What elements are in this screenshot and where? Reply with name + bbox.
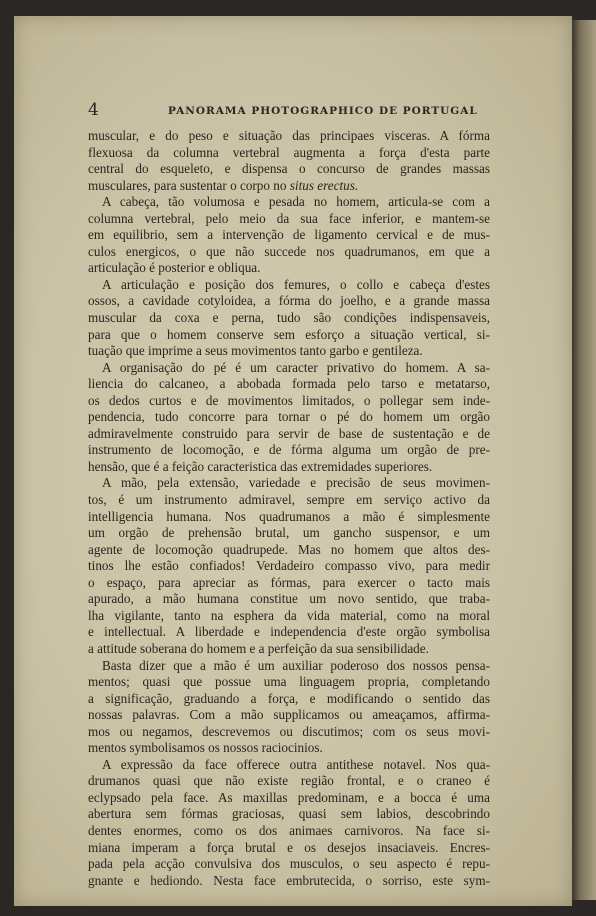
text-line: eclypsado pela face. As maxillas predominam, e a bocca é uma [88,789,490,805]
text-line: o espaço, para apreciar as fórmas, para exercer o tacto mais [88,574,490,590]
text-line: intelligencia humana. Nos quadrumanos a mão é simplesmente [88,508,490,524]
text-line: dentes enormes, como os dos animaes carnivoros. Na face si- [88,822,490,838]
text-line: admiravelmente construido para servir de base de sustentação e de [88,425,490,441]
text-line: miana imperam a força brutal e os desejos insaciaveis. Encres- [88,839,490,855]
text-line: flexuosa da columna vertebral augmenta a força d'esta parte [88,144,490,160]
text-line: A organisação do pé é um caracter privativo do homem. A sa- [102,359,490,375]
text-line: gnante e hediondo. Nesta face embrutecida, o sorriso, este sym- [88,872,490,888]
text-line: abertura sem fórmas graciosas, quasi sem labios, descobrindo [88,806,490,822]
text-line: para que o homem conserve sem esforço a situação vertical, si- [88,326,490,342]
text-line: pada pela acção convulsiva dos musculos, o seu aspecto é repu- [88,856,490,872]
text-line: central do esqueleto, e dispensa o concurso de grandes massas [88,161,490,177]
text-line: A cabeça, tão volumosa e pesada no homem, articula-se com a [102,194,490,210]
text-line: muscular da coxa e perna, tudo são condições indispensaveis, [88,310,490,326]
adjacent-page-edge [572,20,596,900]
text-line: columna vertebral, pelo meio da sua face inferior, e mantem-se [88,210,490,226]
text-line: a significação, graduando a força, e modificando o sentido das [88,690,490,706]
text-line: instrumento de locomoção, e de fórma alguma um orgão de pre- [88,442,490,458]
text-line: e intellectual. A liberdade e independencia d'este orgão symbolisa [88,624,490,640]
text-line: A mão, pela extensão, variedade e precisão de seus movimen- [102,475,490,491]
text-line: nossas palavras. Com a mão supplicamos ou ameaçamos, affirma- [88,707,490,723]
text-line: lha vigilante, tanto na esphera da vida material, como na moral [88,607,490,623]
text-line: mos ou negamos, descrevemos ou discutimos; com os seus movi- [88,723,490,739]
text-line: A expressão da face offerece outra antithese notavel. Nos qua- [102,756,490,772]
text-line: tos, é um instrumento admiravel, sempre em serviço activo da [88,492,490,508]
text-line: um orgão de prehensão brutal, um gancho suspensor, e um [88,525,490,541]
text-line: muscular, e do peso e situação das principaes visceras. A fórma [88,128,490,143]
text-line: pendencia, tudo concorre para tornar o pé do homem um orgão [88,409,490,425]
text-line: hensão, que é a feição caracteristica das extremidades superiores. [88,458,433,474]
text-line: a attitude soberana do homem e a perfeição da sua sensibilidade. [88,640,429,656]
text-line: culos energicos, o que não succede nos quadrumanos, em que a [88,243,490,259]
text-line: Basta dizer que a mão é um auxiliar poderoso dos nossos pensa- [102,657,490,673]
text-line: ossos, a cavidade cotyloidea, a fórma do joelho, e a grande massa [88,293,490,309]
page-header [88,100,490,121]
text-line: drumanos quasi que não existe região frontal, e o craneo é [88,773,490,789]
text-line: A articulação e posição dos femures, o collo e cabeça d'estes [102,276,490,292]
text-line: mentos; quasi que possue uma linguagem propria, completando [88,674,490,690]
text-line: liencia do calcaneo, a abobada formada pelo tarso e metatarso, [88,376,490,392]
body-text [88,128,490,889]
text-line: tinos lhe estão confiados! Verdadeiro compasso vivo, para medir [88,558,490,574]
text-line: mentos symbolisamos os nossos raciocinios. [88,740,323,756]
text-line: musculares, para sustentar o corpo no situs erectus. [88,177,359,193]
running-title: PANORAMA PHOTOGRAPHICO DE PORTUGAL [168,105,478,117]
text-line: os dedos curtos e de movimentos limitados, o pollegar sem inde- [88,392,490,408]
page-number: 4 [88,100,99,120]
text-line: articulação é posterior e obliqua. [88,260,261,276]
text-line: agente de locomoção quadrupede. Mas no homem que altos des- [88,541,490,557]
text-line: em equilibrio, sem a intervenção de ligamento cervical e de mus- [88,227,490,243]
text-line: tuação que imprime a seus movimentos tanto garbo e gentileza. [88,343,423,359]
text-line: apurado, a mão humana constitue um novo sentido, que traba- [88,591,490,607]
